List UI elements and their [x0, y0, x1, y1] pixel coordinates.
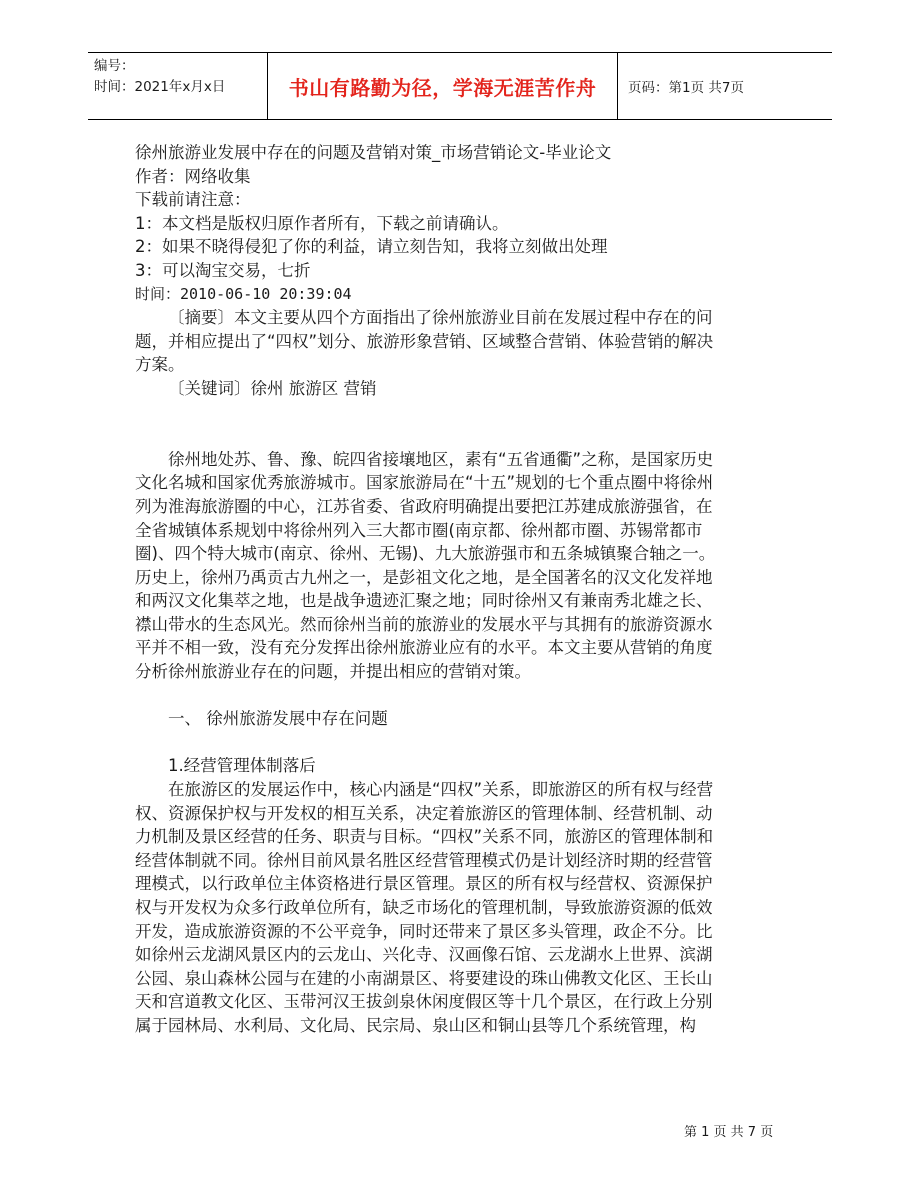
- header-page-cell: [618, 53, 832, 119]
- motto: 书山有路勤为径，学海无涯苦作舟: [288, 75, 597, 100]
- keywords: 〔关键词〕徐州 旅游区 营销: [168, 378, 377, 398]
- document-body: [135, 141, 725, 1038]
- spacer: [135, 684, 725, 708]
- article-title: 徐州旅游业发展中存在的问题及营销对策_市场营销论文-毕业论文: [135, 143, 612, 162]
- spacer: [135, 401, 725, 425]
- article-author: 作者：网络收集: [135, 166, 251, 186]
- time-label: 时间：2021年x月x日: [94, 79, 226, 95]
- subsection-body: 在旅游区的发展运作中，核心内涵是“四权”关系，即旅游区的所有权与经营权、资源保护权与开发权的相互关系，决定着旅游区的管理体制、经营机制、动力机制及景区经营的任务、职责与目标。“四权”关系不同，旅游区的管理体制和经营体制就不同。徐州目前风景名胜区经营管理模式仍是计划经济时期的经营管理模式，以行政单位主体资格进行景区管理。景区的所有权与经营权、资源保护权与开发权为众多行政单位所有，缺乏市场化的管理机制，导致旅游资源的低效开发，造成旅游资源的不公平竞争，同时还带来了景区多头管理，政企不分。比如徐州云龙湖风景区内的云龙山、兴化寺、汉画像石馆、云龙湖水上世界、滨湖公园、泉山森林公园与在建的小南湖景区、将要建设的珠山佛教文化区、王长山天和宫道教文化区、玉带河汉王拔剑泉休闲度假区等十几个景区，在行政上分别属于园林局、水利局、文化局、民宗局、泉山区和铜山县等几个系统管理，构: [135, 780, 714, 1035]
- subsection-heading: 1.经营管理体制落后: [168, 756, 316, 776]
- notice-item: 2：如果不晓得侵犯了你的利益，请立刻告知，我将立刻做出处理: [135, 237, 608, 257]
- header-meta: [88, 53, 268, 119]
- page-footer: 第 1 页 共 7 页: [684, 1125, 774, 1140]
- abstract: 〔摘要〕本文主要从四个方面指出了徐州旅游业目前在发展过程中存在的问题，并相应提出了“四权”划分、旅游形象营销、区域整合营销、体验营销的解决方案。: [135, 308, 714, 375]
- page-header: [88, 52, 832, 120]
- notice-item: 1：本文档是版权归原作者所有，下载之前请确认。: [135, 213, 509, 233]
- spacer: [135, 424, 725, 448]
- header-motto-cell: [268, 53, 618, 119]
- intro-paragraph: 徐州地处苏、鲁、豫、皖四省接壤地区，素有“五省通衢”之称，是国家历史文化名城和国家优秀旅游城市。国家旅游局在“十五”规划的七个重点圈中将徐州列为淮海旅游圈的中心，江苏省委、省政府明确提出要把江苏建成旅游强省，在全省城镇体系规划中将徐州列入三大都市圈(南京都、徐州都市圈、苏锡常都市圈)、四个特大城市(南京、徐州、无锡)、九大旅游强市和五条城镇聚合轴之一。历史上，徐州乃禹贡古九州之一，是彭祖文化之地，是全国著名的汉文化发祥地和两汉文化集萃之地，也是战争遗迹汇聚之地；同时徐州又有兼南秀北雄之长、襟山带水的生态风光。然而徐州当前的旅游业的发展水平与其拥有的旅游资源水平并不相一致，没有充分发挥出徐州旅游业应有的水平。本文主要从营销的角度分析徐州旅游业存在的问题，并提出相应的营销对策。: [135, 449, 716, 682]
- article-time: 时间：2010-06-10 20:39:04: [135, 284, 352, 303]
- section-heading: 一、 徐州旅游发展中存在问题: [168, 709, 388, 729]
- page-info: 页码：第1页 共7页: [628, 80, 744, 96]
- spacer: [135, 731, 725, 755]
- number-label: 编号：: [94, 58, 135, 74]
- notice-item: 3：可以淘宝交易，七折: [135, 260, 311, 280]
- notice-title: 下载前请注意：: [135, 190, 251, 210]
